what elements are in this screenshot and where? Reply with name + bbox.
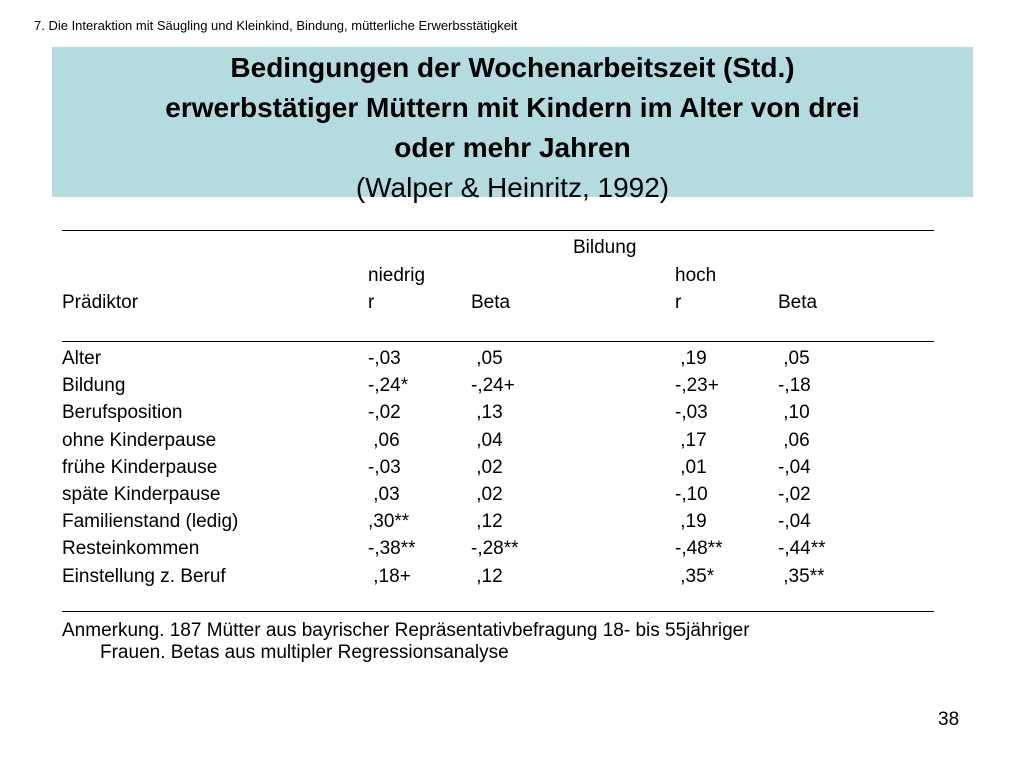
column-header-high-r: r [675,292,682,313]
cell-high-beta: -,18 [778,375,811,397]
section-header: 7. Die Interaktion mit Säugling und Kleinkind, Bindung, mütterliche Erwerbsstätigkeit [34,18,518,33]
cell-high-beta: -,04 [778,511,811,533]
cell-high-r: ,17 [675,429,707,451]
group-header-bildung: Bildung [573,237,637,258]
cell-high-r: -,10 [675,484,708,505]
cell-low-r: ,18+ [368,565,411,587]
cell-high-r: ,01 [675,456,707,478]
cell-low-r: -,24* [368,375,409,397]
table-header-rule [62,341,934,342]
cell-low-beta: ,04 [471,429,503,451]
cell-high-r: -,48** [675,538,723,560]
cell-low-r: ,03 [368,484,400,505]
subheader-low: niedrig [368,265,426,286]
table-bottom-rule [62,611,934,612]
cell-predictor: Resteinkommen [62,538,200,560]
cell-low-beta: -,24+ [471,375,515,397]
cell-low-r: -,03 [368,456,401,478]
column-header-predictor: Prädiktor [62,292,139,313]
table-note [62,620,942,664]
cell-predictor: Einstellung z. Beruf [62,565,226,587]
cell-high-r: ,19 [675,348,707,369]
cell-high-beta: -,44** [778,538,826,560]
title-box [52,47,973,203]
cell-low-beta: ,05 [471,348,503,369]
cell-low-beta: ,12 [471,511,503,533]
cell-predictor: Familienstand (ledig) [62,511,239,533]
title-source: (Walper & Heinritz, 1992) [355,172,670,203]
cell-low-r: -,38** [368,538,416,560]
page-number: 38 [938,709,960,730]
column-header-low-beta: Beta [471,292,511,313]
cell-low-beta: ,12 [471,565,503,587]
cell-low-beta: ,02 [471,484,503,505]
cell-high-beta: ,05 [778,348,810,369]
cell-predictor: Berufsposition [62,402,183,424]
title-line-2: erwerbstätiger Müttern mit Kindern im Alter von drei [165,92,860,123]
column-header-high-beta: Beta [778,292,818,313]
cell-low-r: ,06 [368,429,400,451]
cell-high-r: -,03 [675,402,708,424]
title-line-1: Bedingungen der Wochenarbeitszeit (Std.) [230,52,795,83]
cell-predictor: ohne Kinderpause [62,429,217,451]
cell-predictor: Alter [62,348,102,369]
subheader-high: hoch [675,265,717,286]
cell-low-r: -,02 [368,402,401,424]
cell-high-beta: ,10 [778,402,810,424]
note-line-1: Anmerkung. 187 Mütter aus bayrischer Repräsentativbefragung 18- bis 55jähriger [62,620,750,641]
cell-low-r: ,30** [368,511,410,533]
cell-high-beta: -,04 [778,456,811,478]
table-top-rule [62,230,934,231]
title-line-3: oder mehr Jahren [394,132,631,163]
cell-predictor: späte Kinderpause [62,484,221,505]
cell-high-beta: -,02 [778,484,811,505]
cell-predictor: frühe Kinderpause [62,456,218,478]
cell-high-r: ,35* [675,565,715,587]
column-header-low-r: r [368,292,375,313]
cell-low-beta: ,13 [471,402,503,424]
cell-predictor: Bildung [62,375,126,397]
cell-low-beta: ,02 [471,456,503,478]
cell-high-beta: ,35** [778,565,825,587]
cell-high-beta: ,06 [778,429,810,451]
note-line-2: Frauen. Betas aus multipler Regressionsanalyse [100,642,509,663]
cell-low-r: -,03 [368,348,401,369]
cell-high-r: -,23+ [675,375,719,397]
cell-low-beta: -,28** [471,538,519,560]
cell-high-r: ,19 [675,511,707,533]
